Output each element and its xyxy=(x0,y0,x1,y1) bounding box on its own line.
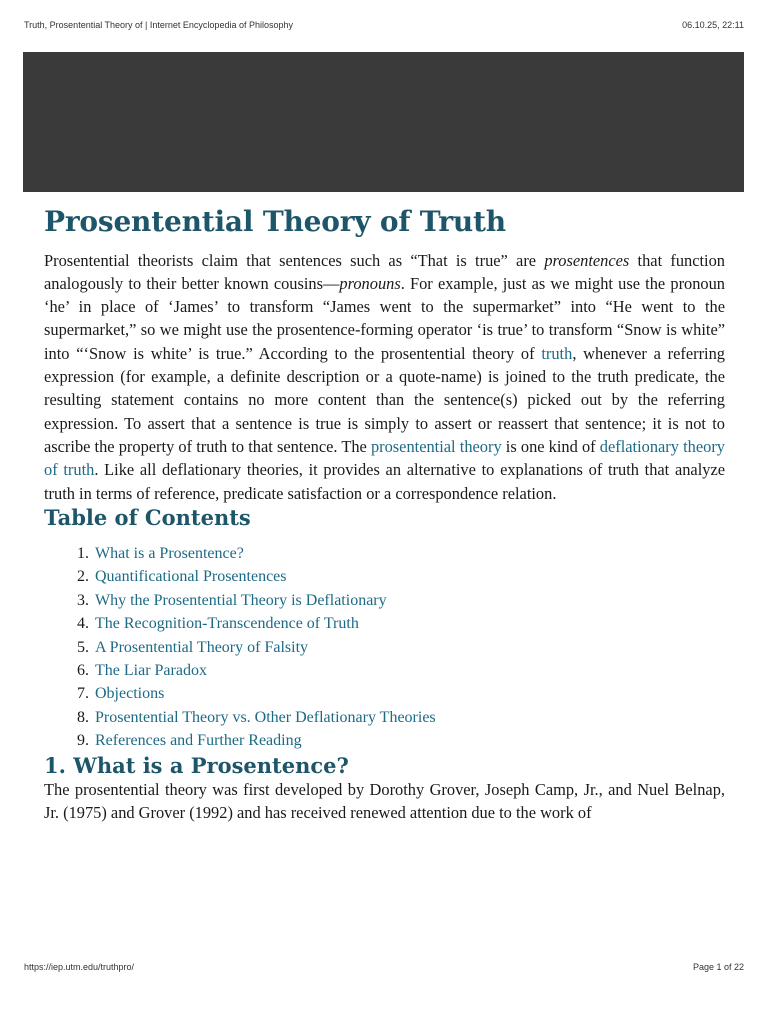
intro-text-3: . For example, just as we might use the pronoun ‘he’ in place of ‘James’ to transform “James went to the supermarket” into “He went to the supermarket,” so we might use the prosentence-forming operator ‘is true’ to transform “Snow is white” into “‘Snow is white’ is true.” According to the prosentential theory of xyxy=(44,273,726,363)
article-title: Prosentential Theory of Truth xyxy=(44,205,506,238)
toc-link[interactable]: Objections xyxy=(95,685,165,703)
intro-text-5: is one kind of xyxy=(501,436,600,456)
table-of-contents xyxy=(44,542,725,753)
toc-item xyxy=(44,565,725,588)
toc-item-number: 7. xyxy=(77,685,89,703)
link-prosentential-theory[interactable]: prosentential theory xyxy=(370,436,502,456)
print-footer-page-number: Page 1 of 22 xyxy=(692,962,744,972)
toc-item-number: 6. xyxy=(77,662,89,680)
intro-text-1: Prosentential theorists claim that sentences such as “That is true” are xyxy=(44,250,545,270)
toc-link[interactable]: The Liar Paradox xyxy=(95,662,207,680)
toc-item xyxy=(44,706,725,729)
link-truth[interactable]: truth xyxy=(541,343,573,363)
toc-item-number: 1. xyxy=(77,545,89,563)
toc-link[interactable]: A Prosentential Theory of Falsity xyxy=(95,638,309,656)
article-content xyxy=(44,200,725,824)
toc-item-number: 4. xyxy=(77,615,89,633)
intro-text-6: . Like all deflationary theories, it provides an alternative to explanations of truth that analyze truth in terms of reference, predicate satisfaction or a correspondence relation. xyxy=(44,460,725,503)
toc-link[interactable]: References and Further Reading xyxy=(95,732,302,750)
intro-text-4: , whenever a referring expression (for example, a definite description or a quote-name) is joined to the truth predicate, the resulting statement contains no more content than the sentence(s) picked out by the referring expression. To assert that a sentence is true is simply to assert or reassert that sentence; it is not to ascribe the property of truth to that sentence. The xyxy=(44,343,726,456)
print-header-datetime: 06.10.25, 22:11 xyxy=(682,20,744,30)
toc-item-number: 8. xyxy=(77,708,89,726)
toc-link[interactable]: Why the Prosentential Theory is Deflationary xyxy=(95,591,387,609)
section-1-heading: 1. What is a Prosentence? xyxy=(44,752,349,778)
link-deflationary-theory[interactable]: deflationary theory of truth xyxy=(44,436,725,480)
toc-item xyxy=(44,729,725,752)
section-1-paragraph: The prosentential theory was first developed by Dorothy Grover, Joseph Camp, Jr., and Nuel Belnap, Jr. (1975) and Grover (1992) and has received renewed attention due to the work of xyxy=(44,779,725,823)
toc-item xyxy=(44,636,725,659)
print-footer xyxy=(24,962,744,972)
toc-item xyxy=(44,612,725,635)
print-footer-url: https://iep.utm.edu/truthpro/ xyxy=(24,962,135,972)
toc-item xyxy=(44,589,725,612)
print-header-title: Truth, Prosentential Theory of | Internet Encyclopedia of Philosophy xyxy=(24,20,293,30)
intro-paragraph xyxy=(44,249,725,505)
toc-heading: Table of Contents xyxy=(44,504,251,530)
toc-item-number: 9. xyxy=(77,732,89,750)
intro-text-2: that function analogously to their better known cousins— xyxy=(44,250,725,293)
print-header xyxy=(24,20,744,30)
intro-emphasis-prosentences: prosentences xyxy=(544,250,630,270)
toc-item-number: 3. xyxy=(77,591,89,609)
toc-link[interactable]: The Recognition-Transcendence of Truth xyxy=(95,615,359,633)
toc-item xyxy=(44,659,725,682)
toc-link[interactable]: Quantificational Prosentences xyxy=(95,568,287,586)
toc-item xyxy=(44,542,725,565)
intro-emphasis-pronouns: pronouns xyxy=(339,273,401,293)
toc-link[interactable]: Prosentential Theory vs. Other Deflationary Theories xyxy=(95,708,436,726)
toc-item xyxy=(44,682,725,705)
header-banner xyxy=(23,52,744,192)
toc-link[interactable]: What is a Prosentence? xyxy=(95,545,244,563)
toc-item-number: 5. xyxy=(77,638,89,656)
toc-item-number: 2. xyxy=(77,568,89,586)
